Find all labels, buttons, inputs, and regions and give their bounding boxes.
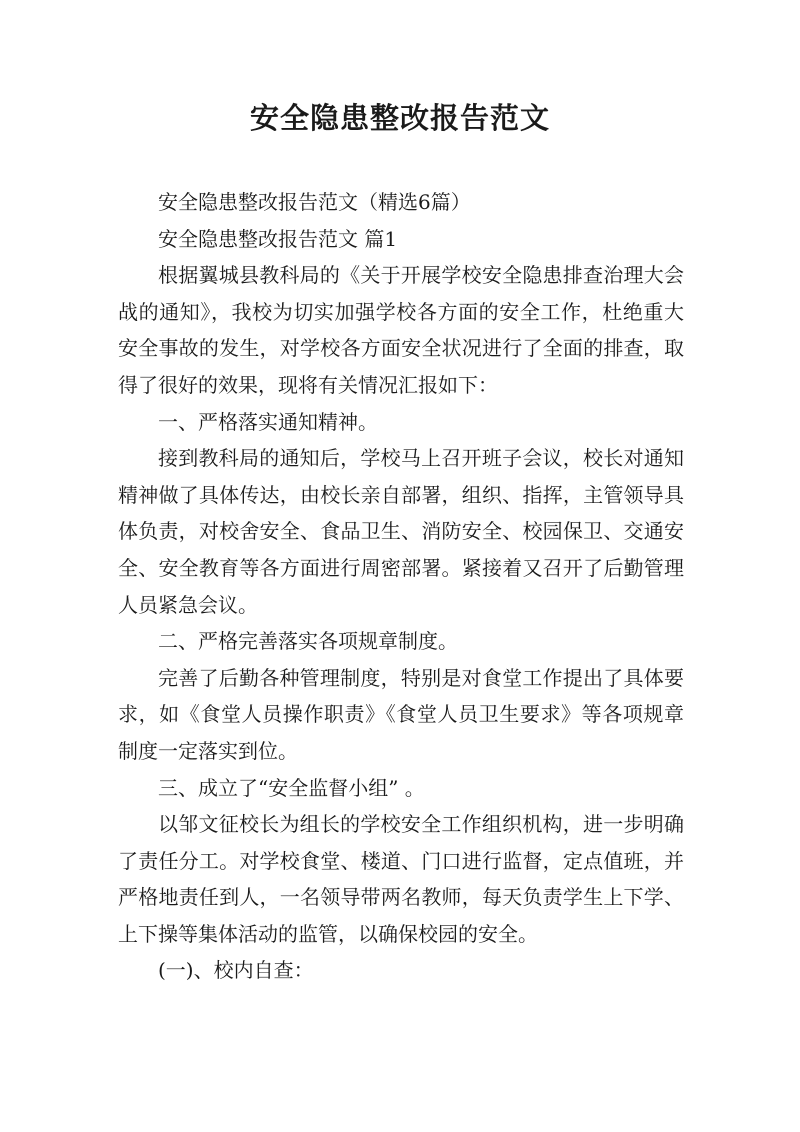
document-body <box>118 184 684 989</box>
paragraph-heading: (一)、校内自查： <box>158 958 314 983</box>
paragraph: 完善了后勤各种管理制度，特别是对食堂工作提出了具体要求，如《食堂人员操作职责》《食堂人员卫生要求》等各项规章制度一定落实到位。 <box>118 665 684 763</box>
paragraph-heading: 三、成立了“安全监督小组” 。 <box>158 775 425 800</box>
paragraph: 接到教科局的通知后，学校马上召开班子会议，校长对通知精神做了具体传达，由校长亲自部署，组织、指挥，主管领导具体负责，对校舍安全、食品卫生、消防安全、校园保卫、交通安全、安全教育等各方面进行周密部署。紧接着又召开了后勤管理人员紧急会议。 <box>118 446 684 617</box>
document-title: 安全隐患整改报告范文 <box>249 101 550 135</box>
paragraph-heading: 二、严格完善落实各项规章制度。 <box>158 629 458 654</box>
paragraph: 根据翼城县教科局的《关于开展学校安全隐患排查治理大会战的通知》，我校为切实加强学校各方面的安全工作，杜绝重大安全事故的发生，对学校各方面安全状况进行了全面的排查，取得了很好的效果，现将有关情况汇报如下： <box>118 263 684 397</box>
paragraph-subtitle: 安全隐患整改报告范文（精选6篇） <box>158 190 471 214</box>
paragraph-heading: 一、严格落实通知精神。 <box>158 409 378 434</box>
paragraph-section-heading: 安全隐患整改报告范文 篇1 <box>158 226 398 251</box>
paragraph: 以邹文征校长为组长的学校安全工作组织机构，进一步明确了责任分工。对学校食堂、楼道、门口进行监督，定点值班，并严格地责任到人，一名领导带两名教师，每天负责学生上下学、上下操等集体活动的监管，以确保校园的安全。 <box>118 812 684 946</box>
